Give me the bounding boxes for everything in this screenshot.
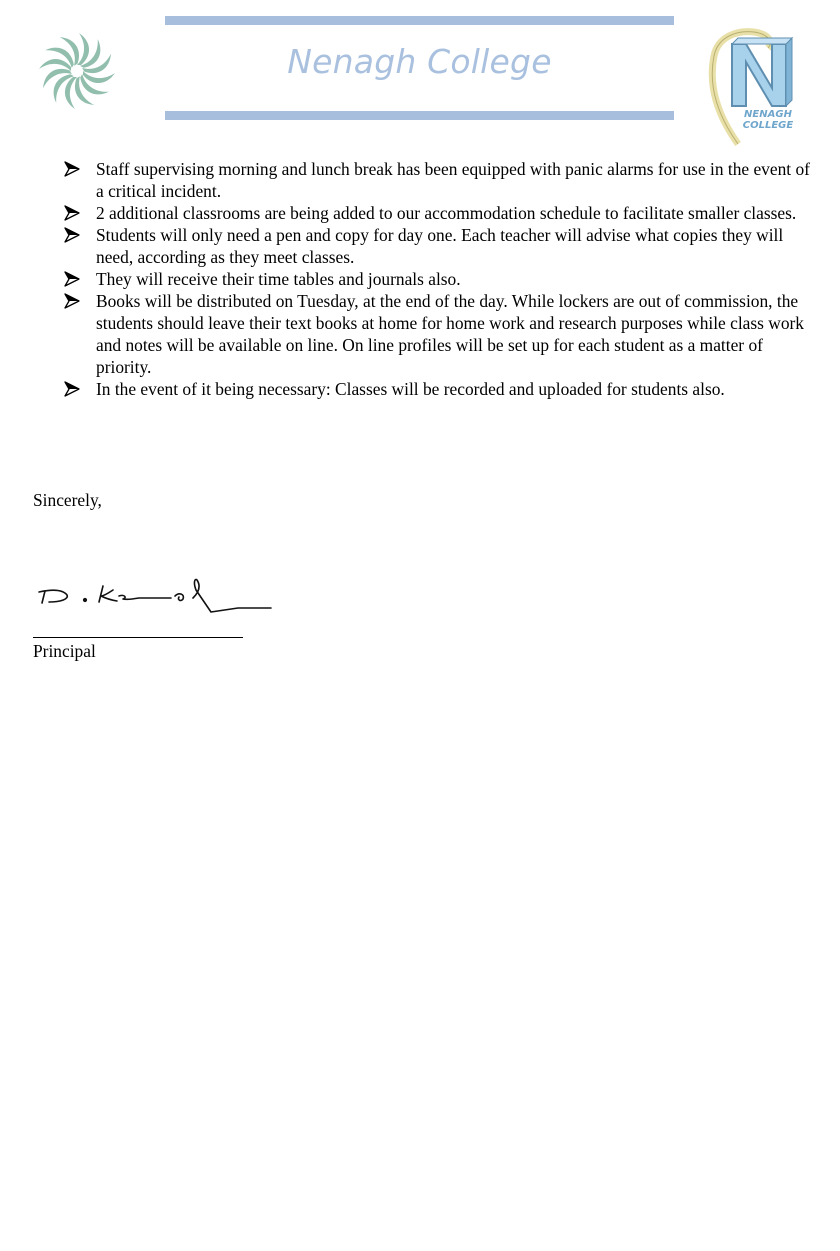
list-item-text: In the event of it being necessary: Classes will be recorded and uploaded for students also. <box>96 379 725 399</box>
crest-text-line1: NENAGH <box>744 109 792 120</box>
list-item <box>62 158 822 202</box>
announcement-list <box>62 158 822 400</box>
list-item-text: Staff supervising morning and lunch break has been equipped with panic alarms for use in the event of a critical incident. <box>96 159 810 201</box>
signatory-role: Principal <box>33 641 96 661</box>
arrowhead-bullet-icon <box>64 271 80 287</box>
college-crest-icon <box>708 26 804 148</box>
arrowhead-bullet-icon <box>64 205 80 221</box>
list-item <box>62 224 822 268</box>
list-item-text: 2 additional classrooms are being added to our accommodation schedule to facilitate smaller classes. <box>96 203 797 223</box>
arrowhead-bullet-icon <box>64 381 80 397</box>
college-title: Nenagh College <box>287 42 552 81</box>
list-item-text: Students will only need a pen and copy for day one. Each teacher will advise what copies they will need, according as they meet classes. <box>96 225 784 267</box>
salutation: Sincerely, <box>33 490 102 510</box>
letterhead <box>0 0 840 150</box>
list-item <box>62 290 822 378</box>
swirl-logo-icon <box>36 28 118 114</box>
list-item <box>62 378 822 400</box>
arrowhead-bullet-icon <box>64 227 80 243</box>
title-band-bottom-rule <box>165 111 674 120</box>
signature-line <box>33 637 243 638</box>
arrowhead-bullet-icon <box>64 293 80 309</box>
arrowhead-bullet-icon <box>64 161 80 177</box>
signature-image <box>33 572 283 620</box>
title-band-top-rule <box>165 16 674 25</box>
list-item-text: Books will be distributed on Tuesday, at the end of the day. While lockers are out of commission, the students should leave their text books at home for home work and research purposes while class work and notes will be available on line. On line profiles will be set up for each student as a matter of priority. <box>96 291 805 377</box>
list-item-text: They will receive their time tables and journals also. <box>96 269 461 289</box>
list-item <box>62 268 822 290</box>
crest-text-line2: COLLEGE <box>742 120 794 131</box>
title-band <box>165 16 674 121</box>
list-item <box>62 202 822 224</box>
